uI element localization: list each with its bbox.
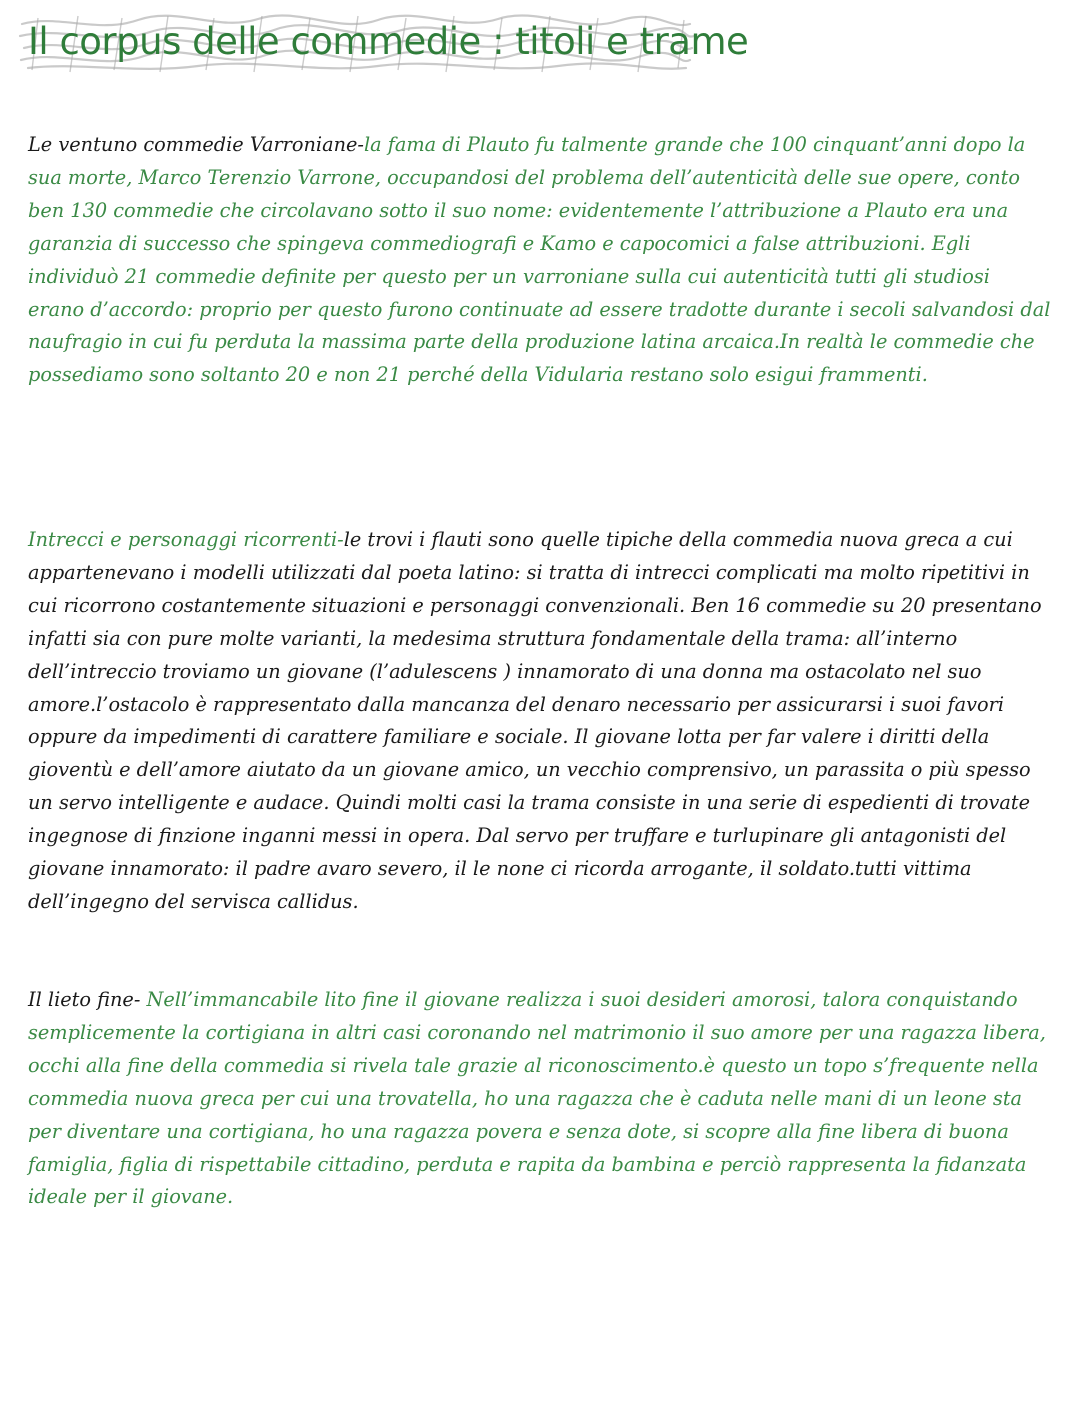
section-body: le trovi i flauti sono quelle tipiche della commedia nuova greca a cui appartenevano i modelli utilizzati dal poeta latino: si tratta di intrecci complicati ma molto ripetitivi in cui ricorrono costantemente situazioni e personaggi convenzionali. Ben 16 commedie su 20 presentano infatti sia con pure molte varianti, la medesima struttura fondamentale della trama: all’interno dell’intreccio troviamo un giovane (l’adulescens ) innamorato di una donna ma ostacolato nel suo amore.l’ostacolo è rappresentato dalla mancanza del denaro necessario per assicurarsi i suoi favori oppure da impedimenti di carattere familiare e sociale. Il giovane lotta per far valere i diritti della gioventù e dell’amore aiutato da un giovane amico, un vecchio comprensivo, un parassita o più spesso un servo intelligente e audace. Quindi molti casi la trama consiste in una serie di espedienti di trovate ingegnose di finzione inganni messi in opera. Dal servo per truffare e turlupinare gli antagonisti del giovane innamorato: il padre avaro severo, il le none ci ricorda arrogante, il soldato.tutti vittima dell’ingegno del servisca callidus. — [28, 528, 1042, 913]
page-title: Il corpus delle commedie : titoli e trame — [28, 20, 749, 63]
section-intrecci — [28, 524, 1052, 919]
section-body: Nell’immancabile lito fine il giovane realizza i suoi desideri amorosi, talora conquistando semplicemente la cortigiana in altri casi coronando nel matrimonio il suo amore per una ragazza libera, occhi alla fine della commedia si rivela tale grazie al riconoscimento.è questo un topo s’frequente nella commedia nuova greca per cui una trovatella, ho una ragazza che è caduta nelle mani di un leone sta per diventare una cortigiana, ho una ragazza povera e senza dote, si scopre alla fine libera di buona famiglia, figlia di rispettabile cittadino, perduta e rapita da bambina e perciò rappresenta la fidanzata ideale per il giovane. — [28, 988, 1046, 1209]
section-heading: Intrecci e personaggi ricorrenti- — [28, 528, 344, 551]
section-varroniane — [28, 129, 1052, 392]
section-heading: Le ventuno commedie Varroniane- — [28, 133, 364, 156]
section-body: la fama di Plauto fu talmente grande che 100 cinquant’anni dopo la sua morte, Marco Terenzio Varrone, occupandosi del problema dell’autenticità delle sue opere, conto ben 130 commedie che circolavano sotto il suo nome: evidentemente l’attribuzione a Plauto era una garanzia di successo che spingeva commediografi e Kamo e capocomici a false attribuzioni. Egli individuò 21 commedie definite per questo per un varroniane sulla cui autenticità tutti gli studiosi erano d’accordo: proprio per questo furono continuate ad essere tradotte durante i secoli salvandosi dal naufragio in cui fu perduta la massima parte della produzione latina arcaica.In realtà le commedie che possediamo sono soltanto 20 e non 21 perché della Vidularia restano solo esigui frammenti. — [28, 133, 1051, 387]
title-block — [18, 10, 749, 76]
section-heading: Il lieto fine- — [28, 988, 141, 1011]
section-lieto-fine — [28, 984, 1052, 1214]
